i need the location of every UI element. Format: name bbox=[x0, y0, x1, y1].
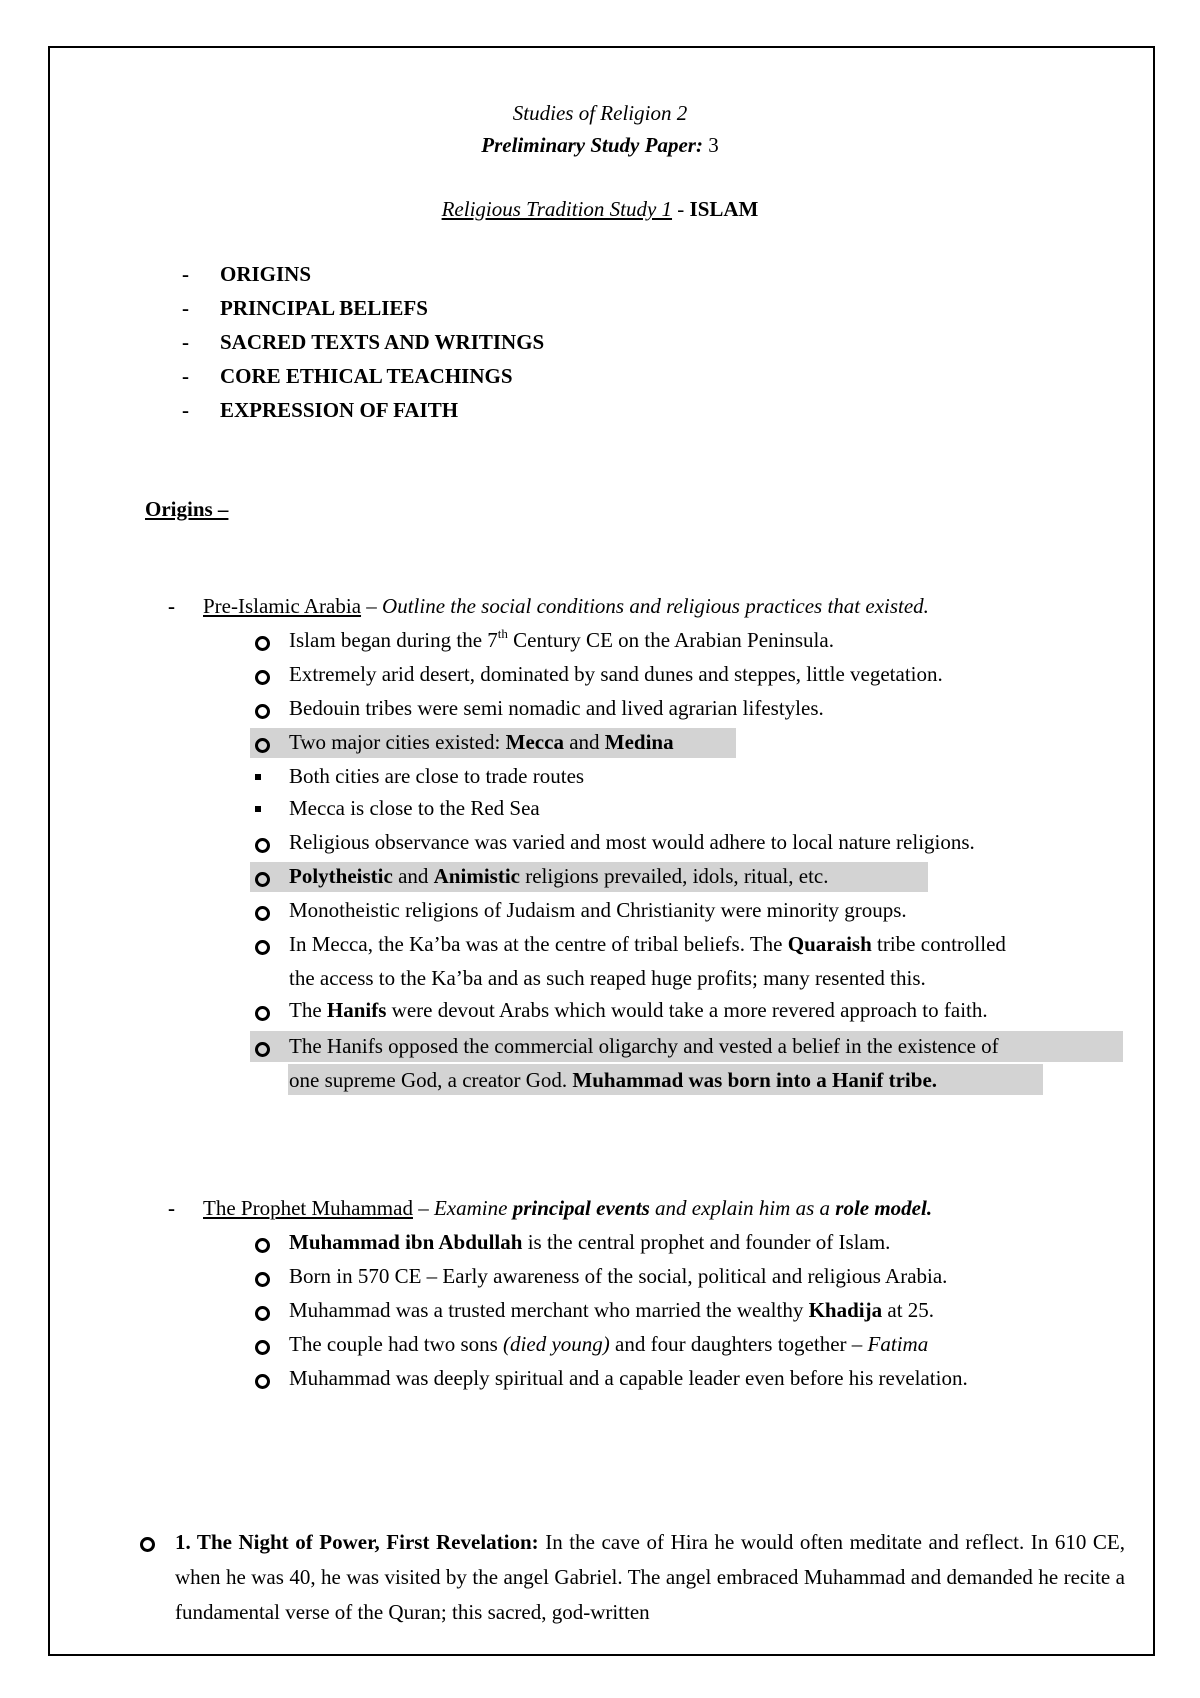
topic-item: CORE ETHICAL TEACHINGS bbox=[220, 364, 513, 388]
list-item: Extremely arid desert, dominated by sand dunes and steppes, little vegetation. bbox=[289, 662, 943, 686]
night-of-power-paragraph: 1. The Night of Power, First Revelation: In the cave of Hira he would often meditate and reflect. In 610 CE, when he was 40, he was visited by the angel Gabriel. The angel embraced Muhammad and demanded he recite a fundamental verse of the Quran; this sacred, god-written bbox=[175, 1530, 1125, 1624]
circle-bullet-icon bbox=[255, 1306, 270, 1321]
circle-bullet-icon bbox=[255, 1340, 270, 1355]
dash-bullet: - bbox=[182, 262, 189, 286]
circle-bullet-icon bbox=[255, 670, 270, 685]
circle-bullet-icon bbox=[255, 1042, 270, 1057]
circle-bullet-icon bbox=[255, 704, 270, 719]
topic-item: ORIGINS bbox=[220, 262, 312, 286]
circle-bullet-icon bbox=[255, 1006, 270, 1021]
topic-item: PRINCIPAL BELIEFS bbox=[220, 296, 428, 320]
list-item-highlighted: Two major cities existed: Mecca and Medina bbox=[289, 730, 674, 754]
paper-line bbox=[0, 133, 1200, 158]
list-item: Monotheistic religions of Judaism and Christianity were minority groups. bbox=[289, 898, 907, 922]
list-item: Born in 570 CE – Early awareness of the social, political and religious Arabia. bbox=[289, 1264, 948, 1288]
list-item: Muhammad ibn Abdullah is the central prophet and founder of Islam. bbox=[289, 1230, 891, 1254]
list-item: Bedouin tribes were semi nomadic and lived agrarian lifestyles. bbox=[289, 696, 824, 720]
pre-islamic-heading: Pre-Islamic Arabia – Outline the social conditions and religious practices that existed. bbox=[203, 594, 929, 618]
list-item-highlighted: The Hanifs opposed the commercial oligarchy and vested a belief in the existence of bbox=[289, 1034, 999, 1058]
dash-bullet: - bbox=[182, 330, 189, 354]
circle-bullet-icon bbox=[255, 940, 270, 955]
list-item-continuation: the access to the Ka’ba and as such reaped huge profits; many resented this. bbox=[289, 966, 926, 990]
course-title: Studies of Religion 2 bbox=[512, 101, 688, 125]
circle-bullet-icon bbox=[255, 872, 270, 887]
paper-label: Preliminary Study Paper: bbox=[481, 133, 703, 157]
circle-bullet-icon bbox=[255, 838, 270, 853]
topic-item: SACRED TEXTS AND WRITINGS bbox=[220, 330, 545, 354]
square-bullet-icon bbox=[255, 774, 261, 780]
square-bullet-icon bbox=[255, 806, 261, 812]
list-item: The couple had two sons (died young) and four daughters together – Fatima bbox=[289, 1332, 929, 1356]
list-item: Religious observance was varied and most would adhere to local nature religions. bbox=[289, 830, 975, 854]
dash-bullet: - bbox=[182, 364, 189, 388]
circle-bullet-icon bbox=[255, 636, 270, 651]
dash-bullet: - bbox=[182, 398, 189, 422]
tradition-line: Religious Tradition Study 1 - ISLAM bbox=[441, 197, 759, 221]
list-item: Muhammad was deeply spiritual and a capable leader even before his revelation. bbox=[289, 1366, 968, 1390]
tradition-name: ISLAM bbox=[689, 197, 759, 221]
circle-bullet-icon bbox=[255, 1272, 270, 1287]
list-item: The Hanifs were devout Arabs which would take a more revered approach to faith. bbox=[289, 998, 988, 1022]
dash-bullet: - bbox=[168, 1196, 175, 1220]
prophet-heading: The Prophet Muhammad – Examine principal events and explain him as a role model. bbox=[203, 1196, 933, 1220]
origins-heading: Origins – bbox=[145, 497, 229, 521]
circle-bullet-icon bbox=[140, 1537, 155, 1552]
paper-number: 3 bbox=[708, 133, 719, 157]
circle-bullet-icon bbox=[255, 906, 270, 921]
list-item-continuation: one supreme God, a creator God. Muhammad was born into a Hanif tribe. bbox=[289, 1068, 938, 1092]
sub-list-item: Both cities are close to trade routes bbox=[289, 764, 585, 788]
list-item: Muhammad was a trusted merchant who married the wealthy Khadija at 25. bbox=[289, 1298, 935, 1322]
sub-list-item: Mecca is close to the Red Sea bbox=[289, 796, 540, 820]
circle-bullet-icon bbox=[255, 1238, 270, 1253]
dash-bullet: - bbox=[182, 296, 189, 320]
list-item: In Mecca, the Ka’ba was at the centre of tribal beliefs. The Quaraish tribe controlled bbox=[289, 932, 1006, 956]
circle-bullet-icon bbox=[255, 738, 270, 753]
tradition-label: Religious Tradition Study 1 bbox=[441, 197, 673, 221]
topic-item: EXPRESSION OF FAITH bbox=[220, 398, 459, 422]
list-item-highlighted: Polytheistic and Animistic religions prevailed, idols, ritual, etc. bbox=[289, 864, 829, 888]
circle-bullet-icon bbox=[255, 1374, 270, 1389]
list-item: Islam began during the 7th Century CE on the Arabian Peninsula. bbox=[289, 626, 834, 652]
dash-bullet: - bbox=[168, 594, 175, 618]
